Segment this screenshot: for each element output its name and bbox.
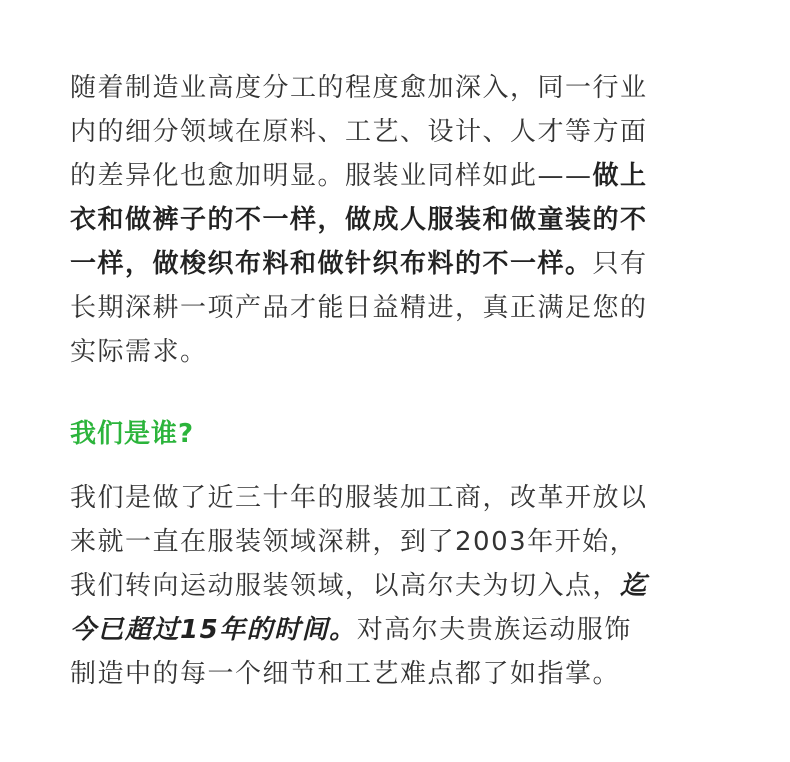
about-line-4-text: 对高尔夫贵族运动服饰 [356, 615, 632, 645]
intro-line-7: 实际需求。 [70, 337, 208, 367]
about-line-3-text: 我们转向运动服装领域，以高尔夫为切入点， [70, 571, 621, 601]
intro-line-2: 内的细分领域在原料、工艺、设计、人才等方面 [70, 117, 648, 147]
about-paragraph [70, 476, 648, 696]
about-line-5: 制造中的每一个细节和工艺难点都了如指掌。 [70, 659, 621, 689]
about-line-3 [70, 564, 648, 608]
intro-line-5 [70, 242, 720, 286]
article-body [70, 66, 720, 689]
about-line-4-emphasis: 今已超过15年的时间。 [70, 615, 357, 645]
intro-line-3-bold: 做上 [592, 161, 648, 191]
section-heading: 我们是谁? [70, 419, 195, 449]
about-line-4 [70, 608, 648, 652]
intro-line-4-bold: 衣和做裤子的不一样，做成人服装和做童装的不 [70, 205, 648, 235]
about-line-2: 来就一直在服装领域深耕，到了2003年开始， [70, 527, 638, 557]
intro-paragraph [70, 66, 720, 374]
intro-line-3-text: 的差异化也愈加明显。服装业同样如此—— [70, 161, 593, 191]
about-line-1: 我们是做了近三十年的服装加工商，改革开放以 [70, 483, 648, 513]
intro-line-1: 随着制造业高度分工的程度愈加深入，同一行业 [70, 73, 648, 103]
intro-line-3 [70, 154, 720, 198]
about-line-3-emphasis: 迄 [620, 571, 648, 601]
intro-line-6: 长期深耕一项产品才能日益精进，真正满足您的 [70, 293, 648, 323]
intro-line-5-text: 只有 [592, 249, 648, 279]
intro-line-5-bold: 一样，做梭织布料和做针织布料的不一样。 [70, 249, 593, 279]
